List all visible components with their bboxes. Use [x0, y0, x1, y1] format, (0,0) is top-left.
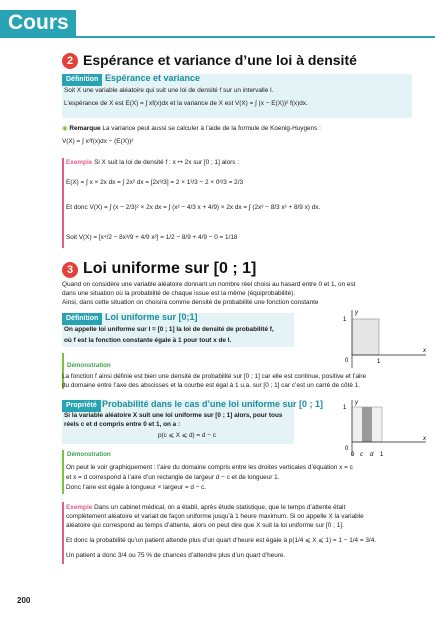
graph2-y-label: y: [355, 400, 358, 406]
remark-line: [62, 124, 321, 133]
graph2-x-tick-d: d: [370, 452, 374, 458]
remark-formula: V(X) = ∫ x²f(x)dx − (E(X))²: [62, 138, 134, 145]
example-variance-result: Soit V(X) = [x⁴/2 − 8x³/9 + 4/9 x²] = 1/2 − 8/9 + 4/9 − 0 = 1/18: [66, 234, 238, 241]
graph1-y-tick: 1: [343, 317, 347, 323]
definition-line-2: L’espérance de X est E(X) = ∫ xf(x)dx et la variance de X est V(X) = ∫ (x − E(X))² f(x)dx.: [64, 100, 308, 107]
graph2-origin: 0: [345, 446, 349, 452]
remark-icon: ◉: [62, 125, 68, 132]
demo-2-line-3: Donc l’aire est égale à longueur × largeur = d − c.: [66, 484, 207, 491]
demo-bar-2: [62, 450, 64, 494]
demo-1-line-2: du domaine entre l’axe des abscisses et la courbe est égal à 1 u.a. sur [0 ; 1] car c’est un carré de côté 1.: [62, 382, 361, 389]
intro-line-2: dans une situation où la probabilité de chaque issue est la même (équiprobabilité).: [62, 290, 296, 297]
section-3-title: Loi uniforme sur [0 ; 1]: [83, 260, 257, 277]
graph2-x-label: x: [423, 436, 426, 442]
demo-label-1: Démonstration: [67, 362, 111, 369]
graph2-shaded-interval: [362, 407, 372, 442]
example-2-line-2: complètement aléatoire et variait de façon uniforme jusqu’à 1 heure maximum. Si on appelle X la variable: [66, 513, 364, 520]
example-bar-2: [62, 502, 64, 564]
graph1-x-label: x: [423, 348, 426, 354]
example-bar: [62, 158, 64, 248]
property-line-2: réels c et d compris entre 0 et 1, on a :: [64, 421, 181, 428]
example-text: Si X suit la loi de densité f : x ↦ 2x sur [0 ; 1] alors :: [94, 159, 240, 166]
demo-2-line-1: On peut le voir graphiquement : l’aire du domaine compris entre les droites verticales d’équation x = c: [66, 464, 353, 471]
example-2-line-1: [66, 503, 345, 512]
definition-tag: Définition: [62, 74, 102, 86]
example-2-line-3: aléatoire qui correspond au temps d’attente, alors on peut dire que X suit la loi uniforme sur [0 ; 1].: [66, 522, 344, 529]
definition-title-2: Loi uniforme sur [0;1]: [105, 312, 198, 322]
graph1-origin: 0: [345, 358, 349, 364]
intro-line-1: Quand on considère une variable aléatoire donnant un nombre réel choisi au hasard entre 0 et 1, on est: [62, 281, 356, 288]
example-2-line-5: Un patient a donc 3/4 ou 75 % de chances d’attendre plus d’un quart d’heure.: [66, 552, 286, 559]
property-line-1: Si la variable aléatoire X suit une loi uniforme sur [0 ; 1] alors, pour tous: [64, 412, 283, 419]
graph1-x-tick: 1: [377, 359, 381, 365]
definition-2-line-1: On appelle loi uniforme sur I = [0 ; 1] la loi de densité de probabilité f,: [64, 326, 274, 333]
graph1-y-label: y: [355, 310, 358, 316]
graph-probability-interval: [340, 398, 430, 458]
example-label: Exemple: [66, 159, 93, 166]
remark-label: Remarque: [69, 125, 101, 132]
section-2-number: 2: [62, 53, 78, 69]
graph2-x-tick-0: 0: [351, 452, 355, 458]
property-tag: Propriété: [62, 400, 101, 412]
example-2-line-4: Et donc la probabilité qu’un patient attende plus d’un quart d’heure est égale à p(1/4 ⩽ X ⩽ 1) = 1 − 1/4 = 3/4.: [66, 537, 377, 544]
example-2-label: Exemple: [66, 504, 93, 511]
definition-title: Espérance et variance: [105, 73, 201, 83]
header-rule: [0, 36, 435, 38]
graph2-x-tick-c: c: [360, 452, 363, 458]
property-formula: p(c ⩽ X ⩽ d) = d − c: [158, 432, 216, 439]
example-variance: Et donc V(X) = ∫ (x − 2/3)² × 2x dx = ∫ (x² − 4/3 x + 4/9) × 2x dx = ∫ (2x³ − 8/3 x² + 8/9 x) dx.: [66, 204, 321, 211]
section-2-title: Espérance et variance d’une loi à densité: [83, 52, 357, 68]
demo-1-line-1: La fonction f ainsi définie est bien une densité de probabilité sur [0 ; 1] car elle est continue, positive et l’aire: [62, 373, 367, 380]
example-intro: [66, 158, 239, 167]
demo-2-line-2: et x = d correspond à l’aire d’un rectangle de largeur d − c et de longueur 1.: [66, 474, 280, 481]
example-esperance: E(X) = ∫ x × 2x dx = ∫ 2x² dx = [2x³/3] = 2 × 1³/3 − 2 × 0³/3 = 2/3: [66, 179, 244, 186]
definition-tag-2: Définition: [62, 313, 102, 325]
graph-uniform-density: [340, 306, 430, 370]
graph2-y-tick: 1: [343, 405, 347, 411]
page-number: 200: [17, 596, 31, 605]
intro-line-3: Ainsi, dans cette situation on choisira comme densité de probabilité une fonction constante: [62, 299, 319, 306]
graph1-area: [352, 319, 379, 355]
cours-tab: Cours: [0, 10, 76, 36]
definition-2-line-2: où f est la fonction constante égale à 1 pour tout x de I.: [64, 337, 232, 344]
graph2-x-tick-1: 1: [380, 452, 384, 458]
example-2-text-1: Dans un cabinet médical, on a établi, après étude statistique, que le temps d’attente était: [94, 504, 346, 511]
section-3-number: 3: [62, 262, 78, 278]
demo-label-2: Démonstration: [67, 451, 111, 458]
property-title: Probabilité dans le cas d’une loi uniforme sur [0 ; 1]: [102, 399, 324, 409]
definition-line-1: Soit X une variable aléatoire qui suit une loi de densité f sur un intervalle I.: [64, 87, 274, 94]
remark-text: La variance peut aussi se calculer à l’aide de la formule de Koenig-Huygens :: [102, 125, 321, 132]
